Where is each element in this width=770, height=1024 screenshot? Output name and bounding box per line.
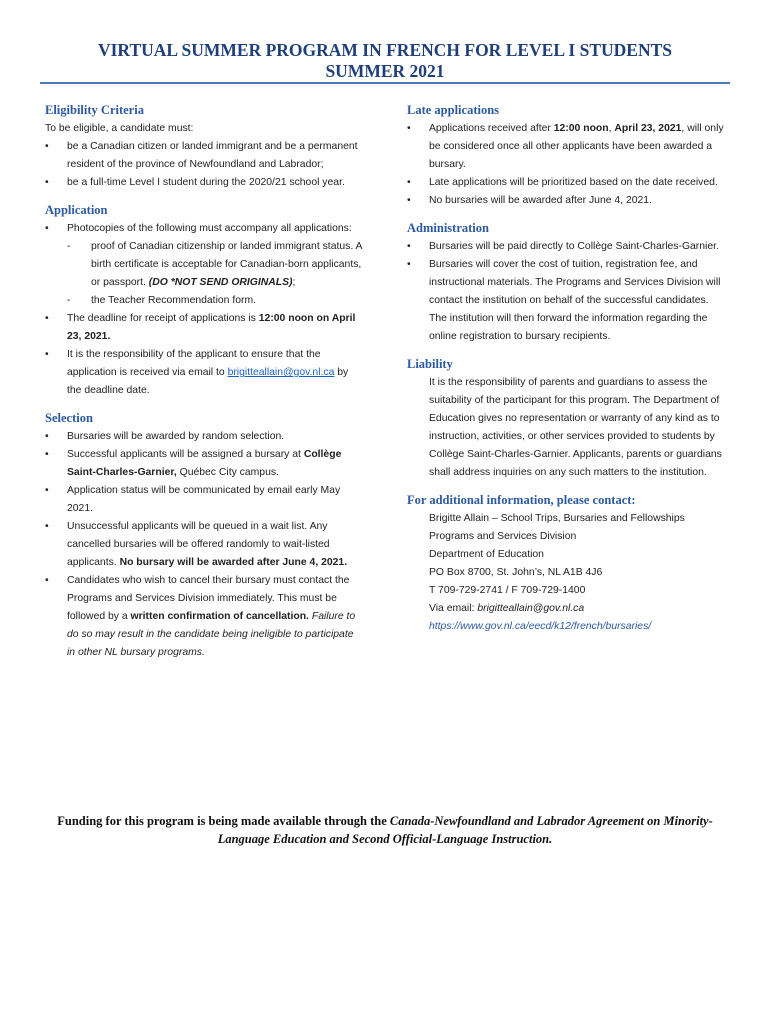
contact-name: Brigitte Allain – School Trips, Bursaries and Fellowships	[429, 513, 685, 524]
administration-heading: Administration	[407, 221, 489, 235]
list-item: • Application status will be communicated by email early May 2021.	[45, 482, 363, 518]
list-item: • It is the responsibility of the applicant to ensure that the application is received via email to brigitteallain@gov.nl.ca by the deadline date.	[45, 346, 363, 400]
bullet-icon: •	[407, 259, 411, 270]
bullet-icon: •	[407, 195, 411, 206]
list-item: • be a full-time Level I student during the 2020/21 school year.	[45, 174, 363, 192]
late-applications-list	[407, 120, 727, 210]
contact-address: PO Box 8700, St. John’s, NL A1B 4J6	[429, 567, 603, 578]
bullet-icon: •	[45, 313, 49, 324]
list-item: • Late applications will be prioritized based on the date received.	[407, 174, 727, 192]
eligibility-heading: Eligibility Criteria	[45, 103, 144, 117]
contact-phone: T 709-729-2741 / F 709-729-1400	[429, 585, 586, 596]
bullet-icon: •	[45, 485, 49, 496]
contact-block	[407, 510, 727, 636]
liability-heading: Liability	[407, 357, 453, 371]
bullet-icon: •	[45, 521, 49, 532]
list-item: • Photocopies of the following must accompany all applications: - proof of Canadian citizenship or landed immigrant status. A birth certificate is acceptable for Canadian-born applicants, or passport. (DO *NOT SEND ORIGINALS); - the Teacher Recommendation form.	[45, 220, 363, 310]
dash-icon: -	[67, 295, 71, 306]
title-divider	[40, 82, 730, 84]
title-line-1: VIRTUAL SUMMER PROGRAM IN FRENCH FOR LEVEL I STUDENTS	[97, 40, 673, 60]
list-item: • Bursaries will be awarded by random selection.	[45, 428, 363, 446]
bullet-icon: •	[407, 177, 411, 188]
liability-text: It is the responsibility of parents and guardians to assess the suitability of the participant for this program. The Department of Education gives no representation or warranty of any kind as to instruction, activities, or other services provided to students by Collège Saint-Charles-Garnier. Applicants, parents or guardians shall address inquiries on any such matters to the institution.	[429, 377, 722, 478]
list-item: • The deadline for receipt of applications is 12:00 noon on April 23, 2021.	[45, 310, 363, 346]
agreement-name: Canada-Newfoundland and Labrador Agreement on Minority-Language Education and Second Official-Language Instruction.	[217, 814, 713, 846]
selection-heading: Selection	[45, 411, 93, 425]
title-line-2: SUMMER 2021	[325, 61, 445, 81]
bullet-icon: •	[45, 575, 49, 586]
list-item: • Candidates who wish to cancel their bursary must contact the Programs and Services Division immediately. This must be followed by a written confirmation of cancellation. Failure to do so may result in the candidate being ineligible to participate in other NL bursary programs.	[45, 572, 363, 662]
eligibility-list	[45, 138, 363, 192]
bullet-icon: •	[45, 141, 49, 152]
list-item: • be a Canadian citizen or landed immigrant and be a permanent resident of the province of Newfoundland and Labrador;	[45, 138, 363, 174]
list-item: • Unsuccessful applicants will be queued in a wait list. Any cancelled bursaries will be offered randomly to wait-listed applicants. No bursary will be awarded after June 4, 2021.	[45, 518, 363, 572]
contact-department: Department of Education	[429, 549, 544, 560]
late-applications-heading: Late applications	[407, 103, 500, 117]
administration-list	[407, 238, 727, 346]
email-link[interactable]: brigitteallain@gov.nl.ca	[227, 367, 335, 378]
list-item: • Bursaries will be paid directly to Collège Saint-Charles-Garnier.	[407, 238, 727, 256]
bullet-icon: •	[45, 449, 49, 460]
sub-list-item: - proof of Canadian citizenship or landed immigrant status. A birth certificate is acceptable for Canadian-born applicants, or passport. (DO *NOT SEND ORIGINALS);	[67, 238, 363, 292]
selection-list	[45, 428, 363, 662]
dash-icon: -	[67, 241, 71, 252]
list-item: • Bursaries will cover the cost of tuition, registration fee, and instructional materials. The Programs and Services Division will contact the institution on behalf of the successful candidates. The institution will then forward the information regarding the online registration to bursary recipients.	[407, 256, 727, 346]
sub-list-item: - the Teacher Recommendation form.	[67, 292, 363, 310]
left-column	[45, 100, 363, 662]
application-heading: Application	[45, 203, 108, 217]
bullet-icon: •	[45, 223, 49, 234]
contact-email-line: Via email: brigitteallain@gov.nl.ca	[429, 603, 585, 614]
bursaries-url-link[interactable]: https://www.gov.nl.ca/eecd/k12/french/bursaries/	[429, 621, 652, 632]
page-title	[40, 40, 730, 82]
funding-footer: Funding for this program is being made available through the Canada-Newfoundland and Labrador Agreement on Minority-Language Education and Second Official-Language Instruction.	[57, 814, 713, 846]
bullet-icon: •	[45, 177, 49, 188]
contact-division: Programs and Services Division	[429, 531, 577, 542]
bullet-icon: •	[407, 123, 411, 134]
list-item: • Successful applicants will be assigned a bursary at Collège Saint-Charles-Garnier, Québec City campus.	[45, 446, 363, 482]
application-list	[45, 220, 363, 400]
bullet-icon: •	[45, 349, 49, 360]
right-column	[407, 100, 727, 636]
bullet-icon: •	[45, 431, 49, 442]
application-sublist	[67, 238, 363, 310]
bullet-icon: •	[407, 241, 411, 252]
contact-email-link[interactable]: brigitteallain@gov.nl.ca	[477, 603, 585, 614]
eligibility-intro: To be eligible, a candidate must:	[45, 123, 194, 134]
list-item: • Applications received after 12:00 noon, April 23, 2021, will only be considered once all other applicants have been awarded a bursary.	[407, 120, 727, 174]
list-item: • No bursaries will be awarded after June 4, 2021.	[407, 192, 727, 210]
contact-heading: For additional information, please contact:	[407, 493, 636, 507]
